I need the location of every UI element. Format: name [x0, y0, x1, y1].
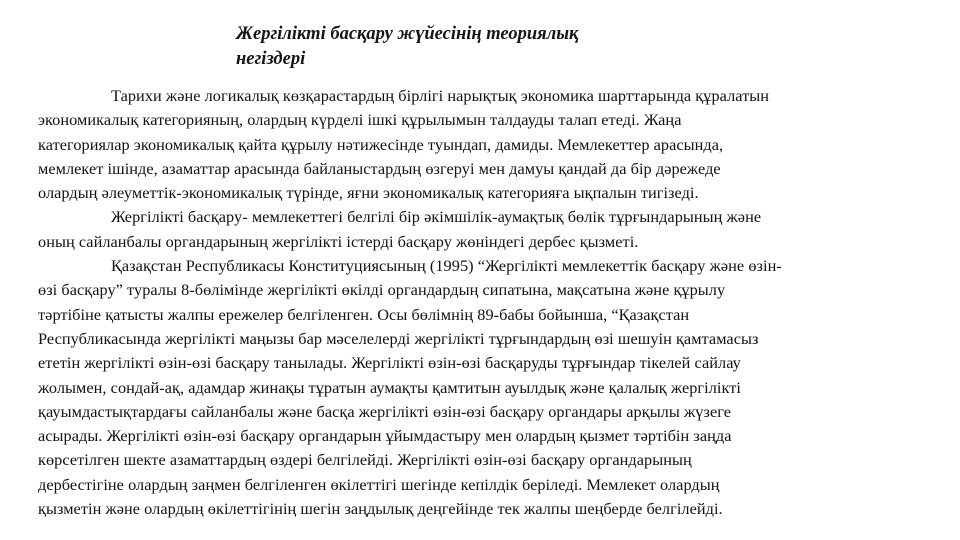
text-line: категориялар экономикалық қайта құрылу нәтижесінде туындап, дамиды. Мемлекеттер арасында, — [38, 134, 724, 154]
text-line: мемлекет ішінде, азаматтар арасында байланыстардың өзгеруі мен дамуы қандай да бір дәрежеде — [38, 158, 721, 178]
title-line-2: негіздері — [236, 49, 306, 69]
title-line-1: Жергілікті басқару жүйесінің теориялық — [236, 24, 579, 44]
text-line: Республикасында жергілікті маңызы бар мәселелерді жергілікті тұрғындардың өзі шешуін қамтамасыз — [38, 328, 759, 348]
text-line: Қазақстан Республикасы Конституциясының (1995) “Жергілікті мемлекеттік басқару және өзін- — [111, 256, 782, 276]
text-line: өзі басқару” туралы 8-бөлімінде жергілікті өкілді органдардың сипатына, мақсатына және құрылу — [38, 280, 726, 300]
text-line: экономикалық категорияның, олардың күрделі ішкі құрылымын талдауды талап етеді. Жаңа — [38, 110, 682, 130]
body-text — [38, 84, 938, 521]
text-line: қызметін және олардың өкілеттігінің шегін заңдылық деңгейінде тек жалпы шеңберде белгілейді. — [38, 499, 723, 519]
page-title — [236, 22, 736, 72]
text-line: Жергілікті басқару- мемлекеттегі белгілі бір әкімшілік-аумақтық бөлік тұрғындарының және — [111, 207, 762, 227]
text-line: көрсетілген шекте азаматтардың өздері белгілейді. Жергілікті өзін-өзі басқару органдарының — [38, 450, 692, 470]
text-line: Тарихи және логикалық көзқарастардың бірлігі нарықтық экономика шарттарында құралатын — [111, 86, 770, 105]
text-line: ететін жергілікті өзін-өзі басқару танылады. Жергілікті өзін-өзі басқаруды тұрғындар тікелей сайлау — [38, 353, 741, 373]
text-line: олардың әлеуметтік-экономикалық түрінде, яғни экономикалық категорияға ықпалын тигізеді. — [38, 183, 699, 203]
text-line: асырады. Жергілікті өзін-өзі басқару органдарын ұйымдастыру мен олардың қызмет тәртібін заңда — [38, 426, 732, 446]
text-line: тәртібіне қатысты жалпы ережелер белгіленген. Осы бөлімнің 89-бабы бойынша, “Қазақстан — [38, 304, 690, 324]
text-line: оның сайланбалы органдарының жергілікті істерді басқару жөніндегі дербес қызметі. — [38, 231, 639, 251]
text-line: қауымдастықтардағы сайланбалы және басқа жергілікті өзін-өзі басқару органдары арқылы жүзеге — [38, 401, 732, 421]
text-line: дербестігіне олардың заңмен белгіленген өкілеттігі шегінде кепілдік беріледі. Мемлекет олардың — [38, 474, 720, 494]
text-line: жолымен, сондай-ақ, адамдар жинақы тұратын аумақты қамтитын ауылдық және қалалық жергілікті — [38, 377, 741, 397]
